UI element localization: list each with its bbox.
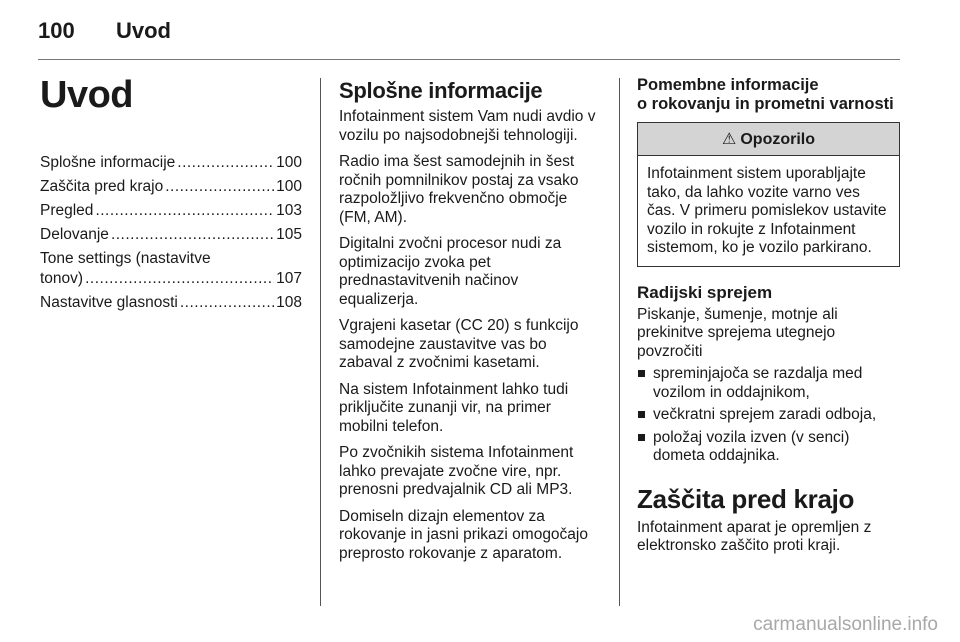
section-heading: Splošne informacije	[339, 78, 543, 103]
toc-label-line1: Tone settings (nastavitve	[40, 250, 211, 267]
toc-label: tonov)	[40, 270, 84, 287]
header-chapter: Uvod	[116, 18, 171, 43]
toc-item[interactable]	[40, 225, 302, 245]
toc-item[interactable]	[40, 249, 302, 289]
toc-label: Zaščita pred krajo	[40, 178, 164, 195]
bullet-square-icon	[638, 434, 645, 441]
paragraph: Na sistem Infotainment lahko tudi priključite zunanji vir, na primer mobilni telefon.	[339, 380, 569, 435]
warning-box	[637, 122, 900, 267]
column-divider-left	[320, 78, 321, 606]
toc-page: 103	[276, 202, 302, 219]
paragraph: Infotainment sistem Vam nudi avdio v vozilu po najsodobnejši tehnologiji.	[339, 108, 596, 144]
toc-column	[40, 70, 302, 317]
warning-header	[638, 123, 899, 156]
toc-page: 108	[276, 294, 302, 311]
bullet-square-icon	[638, 370, 645, 377]
toc-item[interactable]	[40, 201, 302, 221]
page-header	[38, 18, 171, 44]
toc-item[interactable]	[40, 177, 302, 197]
toc-page: 107	[276, 270, 302, 287]
paragraph: Piskanje, šumenje, motnje ali prekinitve sprejema utegnejo povzročiti	[637, 305, 838, 360]
page-number: 100	[38, 18, 75, 43]
toc-item[interactable]	[40, 293, 302, 313]
section-heading: Zaščita pred krajo	[637, 483, 855, 514]
paragraph: Vgrajeni kasetar (CC 20) s funkcijo samodejne zaustavitve vas bo zabaval z zvočnimi kasetami.	[339, 317, 579, 371]
column-divider-right	[619, 78, 620, 606]
warning-icon: ⚠	[722, 131, 737, 148]
general-info-column	[339, 70, 601, 571]
safety-column	[637, 70, 900, 564]
bullet-square-icon	[638, 411, 645, 418]
paragraph: Infotainment aparat je opremljen z elektronsko zaščito proti kraji.	[637, 518, 872, 554]
warning-title: Opozorilo	[740, 131, 815, 148]
paragraph: Radio ima šest samodejnih in šest ročnih pomnilnikov postaj za vsako razpoložljivo frekvenčno območje (FM, AM).	[339, 153, 579, 226]
toc-page: 105	[276, 226, 302, 243]
section-heading: Radijski sprejem	[637, 282, 773, 302]
toc-label: Pregled	[40, 202, 94, 219]
paragraph: Digitalni zvočni procesor nudi za optimizacijo zvoka pet prednastavitvenih načinov equalizerja.	[339, 235, 562, 308]
toc-page: 100	[276, 178, 302, 195]
header-rule	[38, 59, 900, 60]
warning-text: Infotainment sistem uporabljajte tako, da lahko vozite varno ves čas. V primeru pomislekov ustavite vozilo in rokujte z Infotainment sistemom, ko je vozilo parkirano.	[647, 165, 887, 256]
paragraph: Domiseln dizajn elementov za rokovanje in jasni prikazi omogočajo preprosto rokovanje z aparatom.	[339, 507, 588, 562]
heading-line: Pomembne informacije	[637, 76, 819, 94]
toc-label: Splošne informacije	[40, 154, 176, 171]
toc-label: Nastavitve glasnosti	[40, 294, 178, 311]
heading-line: o rokovanju in prometni varnosti	[637, 95, 894, 113]
list-item: večkratni sprejem zaradi odboja,	[637, 406, 900, 425]
list-item: položaj vozila izven (v senci) dometa oddajnika.	[637, 429, 900, 466]
toc-label: Delovanje	[40, 226, 109, 243]
bullet-list	[637, 365, 900, 466]
list-item: spreminjajoča se razdalja med vozilom in oddajnikom,	[637, 365, 900, 402]
paragraph: Po zvočnikih sistema Infotainment lahko prevajate zvočne vire, npr. prenosni predvajalnik CD ali MP3.	[339, 444, 574, 498]
watermark: carmanualsonline.info	[753, 614, 938, 635]
chapter-title: Uvod	[40, 74, 133, 116]
toc-item[interactable]	[40, 153, 302, 173]
toc-page: 100	[276, 154, 302, 171]
section-heading	[637, 76, 900, 114]
table-of-contents	[40, 153, 302, 313]
